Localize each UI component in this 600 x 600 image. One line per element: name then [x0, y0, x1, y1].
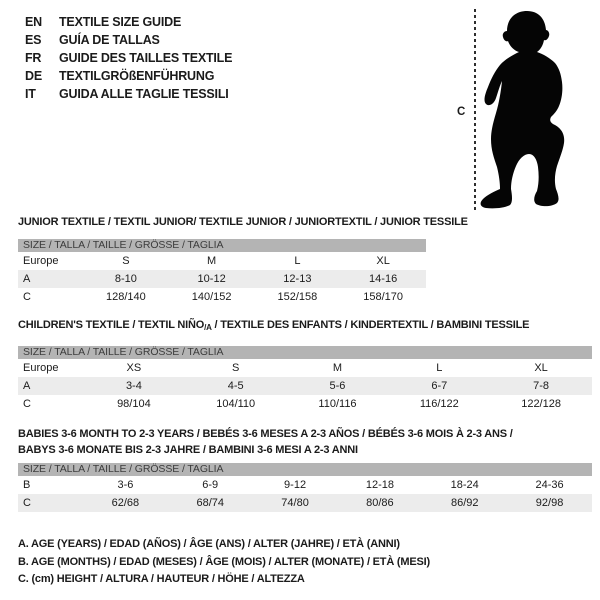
language-row-it [25, 85, 232, 103]
cell: 74/80 [281, 497, 309, 509]
legend-footnotes [18, 536, 430, 589]
cell: 104/110 [216, 398, 256, 410]
cell: 92/98 [535, 497, 564, 509]
language-code: FR [25, 51, 42, 65]
cell: XL [534, 362, 548, 374]
cell: 122/128 [521, 398, 561, 410]
heading-text: / TEXTILE DES ENFANTS / KINDERTEXTIL / BAMBINI TESSILE [211, 319, 530, 331]
table-row-height [18, 288, 426, 306]
language-title: GUIDE DES TAILLES TEXTILE [59, 51, 233, 65]
babies-size-bar: SIZE / TALLA / TAILLE / GRÖSSE / TAGLIA [18, 463, 592, 476]
table-row-height [18, 395, 592, 413]
table-row-age-months [18, 476, 592, 494]
footnote-a: A. AGE (YEARS) / EDAD (AÑOS) / ÂGE (ANS) / ALTER (JAHRE) / ETÀ (ANNI) [18, 538, 400, 550]
row-label: Europe [23, 255, 59, 267]
table-row-age [18, 377, 592, 395]
cell: 10-12 [197, 273, 226, 285]
cell: 18-24 [450, 479, 479, 491]
language-row-en [25, 13, 232, 31]
row-label: B [23, 479, 31, 491]
cell: XL [376, 255, 390, 267]
language-row-es [25, 31, 232, 49]
footnote-b: B. AGE (MONTHS) / EDAD (MESES) / ÂGE (MOIS) / ALTER (MONATE) / ETÀ (MESI) [18, 555, 430, 568]
cell: 110/116 [318, 398, 357, 410]
heading-text: CHILDREN'S TEXTILE / TEXTIL NIÑO [18, 319, 205, 331]
cell: 86/92 [450, 497, 479, 509]
cell: S [122, 255, 130, 267]
row-label: A [23, 273, 31, 285]
cell: 6-7 [431, 380, 448, 392]
cell: 24-36 [535, 479, 564, 491]
junior-section-heading: JUNIOR TEXTILE / TEXTIL JUNIOR/ TEXTILE JUNIOR / JUNIORTEXTIL / JUNIOR TESSILE [18, 216, 468, 228]
cell: 14-16 [369, 273, 398, 285]
cell: 9-12 [284, 479, 307, 491]
language-code: EN [25, 15, 42, 29]
cell: 80/86 [366, 497, 394, 509]
cell: 152/158 [277, 291, 318, 303]
cell: M [207, 255, 217, 267]
children-size-bar: SIZE / TALLA / TAILLE / GRÖSSE / TAGLIA [18, 346, 592, 359]
language-code: IT [25, 87, 36, 101]
language-title-list [25, 13, 232, 103]
language-row-de [25, 67, 232, 85]
cell: 158/170 [363, 291, 403, 303]
cell: 128/140 [105, 291, 146, 303]
cell: 4-5 [227, 380, 244, 392]
babies-size-table [18, 463, 592, 512]
language-title: GUÍA DE TALLAS [59, 33, 160, 47]
row-label: C [23, 497, 31, 509]
heading-subscript: /A [204, 323, 212, 332]
cell: 68/74 [196, 497, 224, 509]
cell: 140/152 [191, 291, 232, 303]
cell: S [232, 362, 240, 374]
language-title: GUIDA ALLE TAGLIE TESSILI [59, 87, 229, 101]
table-row-age [18, 270, 426, 288]
children-section-heading [18, 319, 529, 332]
heading-line-1: BABIES 3-6 MONTH TO 2-3 YEARS / BEBÉS 3-6 MESES A 2-3 AÑOS / BÉBÉS 3-6 MOIS À 2-3 ANS / [18, 428, 513, 440]
cell: XS [126, 362, 142, 374]
row-label: Europe [23, 362, 59, 374]
cell: 12-13 [283, 273, 312, 285]
toddler-silhouette-figure [455, 5, 600, 216]
row-label: C [23, 291, 31, 303]
table-row-height [18, 494, 592, 512]
heading-line-2: BABYS 3-6 MONATE BIS 2-3 JAHRE / BAMBINI 3-6 MESI A 2-3 ANNI [18, 444, 358, 456]
table-row-europe [18, 252, 426, 270]
cell: 98/104 [117, 398, 151, 410]
cell: 62/68 [111, 497, 140, 509]
cell: 6-9 [202, 479, 219, 491]
language-title: TEXTILE SIZE GUIDE [59, 15, 182, 29]
footnote-c: C. (cm) HEIGHT / ALTURA / HAUTEUR / HÖHE / ALTEZZA [18, 573, 305, 585]
cell: 8-10 [114, 273, 137, 285]
language-code: ES [25, 33, 42, 47]
cell: 12-18 [365, 479, 394, 491]
cell: 7-8 [533, 380, 550, 392]
junior-size-bar: SIZE / TALLA / TAILLE / GRÖSSE / TAGLIA [18, 239, 426, 252]
children-size-table [18, 346, 592, 413]
cell: 3-4 [125, 380, 142, 392]
table-row-europe [18, 359, 592, 377]
cell: L [436, 362, 443, 374]
cell: 5-6 [329, 380, 346, 392]
row-label: A [23, 380, 31, 392]
cell: 3-6 [117, 479, 134, 491]
language-title: TEXTILGRÖßENFÜHRUNG [59, 69, 215, 83]
language-code: DE [25, 69, 42, 83]
row-label: C [23, 398, 31, 410]
cell: 116/122 [419, 398, 459, 410]
cell: M [332, 362, 343, 374]
toddler-silhouette [481, 11, 565, 208]
junior-size-table [18, 239, 426, 306]
cell: L [294, 255, 301, 267]
language-row-fr [25, 49, 232, 67]
babies-section-heading [18, 426, 513, 458]
height-measure-label: C [457, 106, 466, 118]
